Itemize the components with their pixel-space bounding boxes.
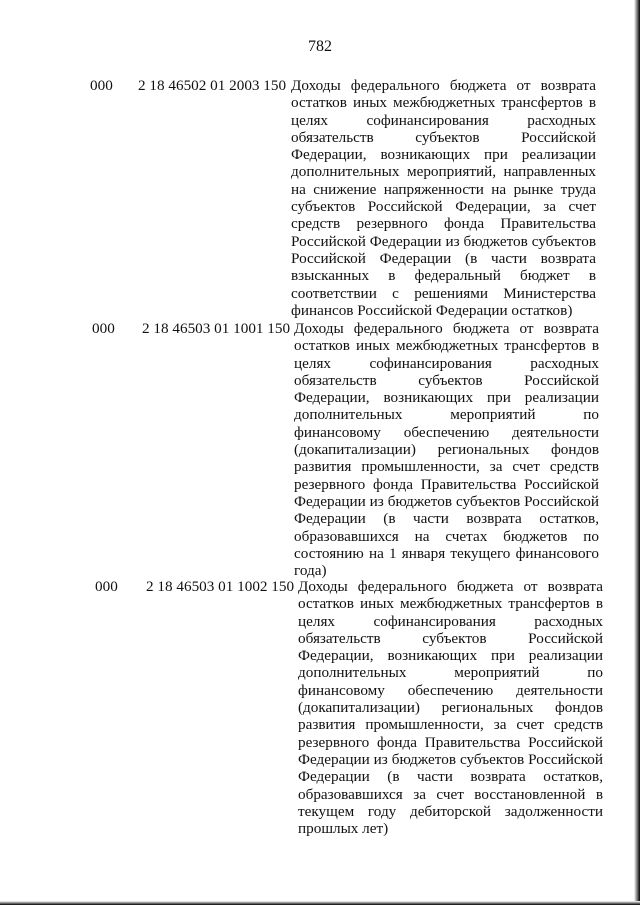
description-line: финансовому обеспечению деятельности: [294, 423, 599, 441]
page-number: 782: [308, 38, 332, 55]
description-line: остатков иных межбюджетных трансфертов в: [298, 595, 603, 613]
description-line: текущем году дебиторской задолженности: [298, 802, 603, 820]
description-line: целях софинансирования расходных: [294, 354, 599, 372]
description-line: целях софинансирования расходных: [298, 612, 603, 630]
budget-classification-code: 2 18 46503 01 1001 150: [142, 320, 291, 337]
budget-classification-code: 2 18 46503 01 1002 150: [146, 578, 295, 595]
description-line: дополнительных мероприятий по: [294, 406, 599, 424]
description-line: обязательств субъектов Российской: [294, 371, 599, 389]
description-line: Доходы федерального бюджета от возврата: [294, 320, 599, 337]
description-line: дополнительных мероприятий, направленных: [291, 163, 596, 181]
description-line: Федерации (в части возврата остатков,: [294, 510, 599, 528]
description-line: обязательств субъектов Российской: [291, 128, 596, 146]
description-line: года): [294, 562, 327, 580]
description-line: (докапитализации) региональных фондов: [294, 441, 599, 459]
description-line: финансовому обеспечению деятельности: [298, 681, 603, 699]
description-line: Российской Федерации из бюджетов субъектов: [291, 232, 596, 250]
description-line: Федерации, возникающих при реализации: [291, 146, 596, 164]
budget-classification-code: 2 18 46502 01 2003 150: [138, 77, 287, 94]
admin-code: 000: [95, 578, 118, 595]
description-line: Российской Федерации (в части возврата: [291, 249, 596, 267]
description-line: Федерации из бюджетов субъектов Российской: [298, 750, 603, 768]
description-line: субъектов Российской Федерации, за счет: [291, 198, 596, 216]
description-line: прошлых лет): [298, 820, 389, 838]
description-line: Федерации из бюджетов субъектов Российской: [294, 492, 599, 510]
admin-code: 000: [92, 320, 115, 337]
description-line: развития промышленности, за счет средств: [294, 458, 599, 476]
description-line: Доходы федерального бюджета от возврата: [291, 77, 596, 94]
description-line: остатков иных межбюджетных трансфертов в: [291, 94, 596, 112]
description-line: Федерации (в части возврата остатков,: [298, 768, 603, 786]
scan-border-bottom: [0, 901, 640, 905]
income-description: [294, 320, 599, 579]
description-line: на снижение напряженности на рынке труда: [291, 180, 596, 198]
income-description: [298, 578, 603, 837]
description-line: резервного фонда Правительства Российской: [298, 733, 603, 751]
description-line: резервного фонда Правительства Российской: [294, 475, 599, 493]
description-line: целях софинансирования расходных: [291, 111, 596, 129]
description-line: остатков иных межбюджетных трансфертов в: [294, 337, 599, 355]
description-line: образовавшихся на счетах бюджетов по: [294, 527, 599, 545]
description-line: соответствии с решениями Министерства: [291, 284, 596, 302]
description-line: дополнительных мероприятий по: [298, 664, 603, 682]
description-line: обязательств субъектов Российской: [298, 629, 603, 647]
description-line: развития промышленности, за счет средств: [298, 716, 603, 734]
description-line: образовавшихся за счет восстановленной в: [298, 785, 603, 803]
description-line: Доходы федерального бюджета от возврата: [298, 578, 603, 595]
description-line: состоянию на 1 января текущего финансового: [294, 544, 599, 562]
admin-code: 000: [90, 77, 113, 94]
description-line: (докапитализации) региональных фондов: [298, 699, 603, 717]
description-line: Федерации, возникающих при реализации: [294, 389, 599, 407]
description-line: средств резервного фонда Правительства: [291, 215, 596, 233]
scan-border-right: [634, 0, 640, 905]
income-description: [291, 77, 596, 319]
description-line: Федерации, возникающих при реализации: [298, 647, 603, 665]
description-line: финансов Российской Федерации остатков): [291, 301, 573, 319]
description-line: взысканных в федеральный бюджет в: [291, 267, 596, 285]
